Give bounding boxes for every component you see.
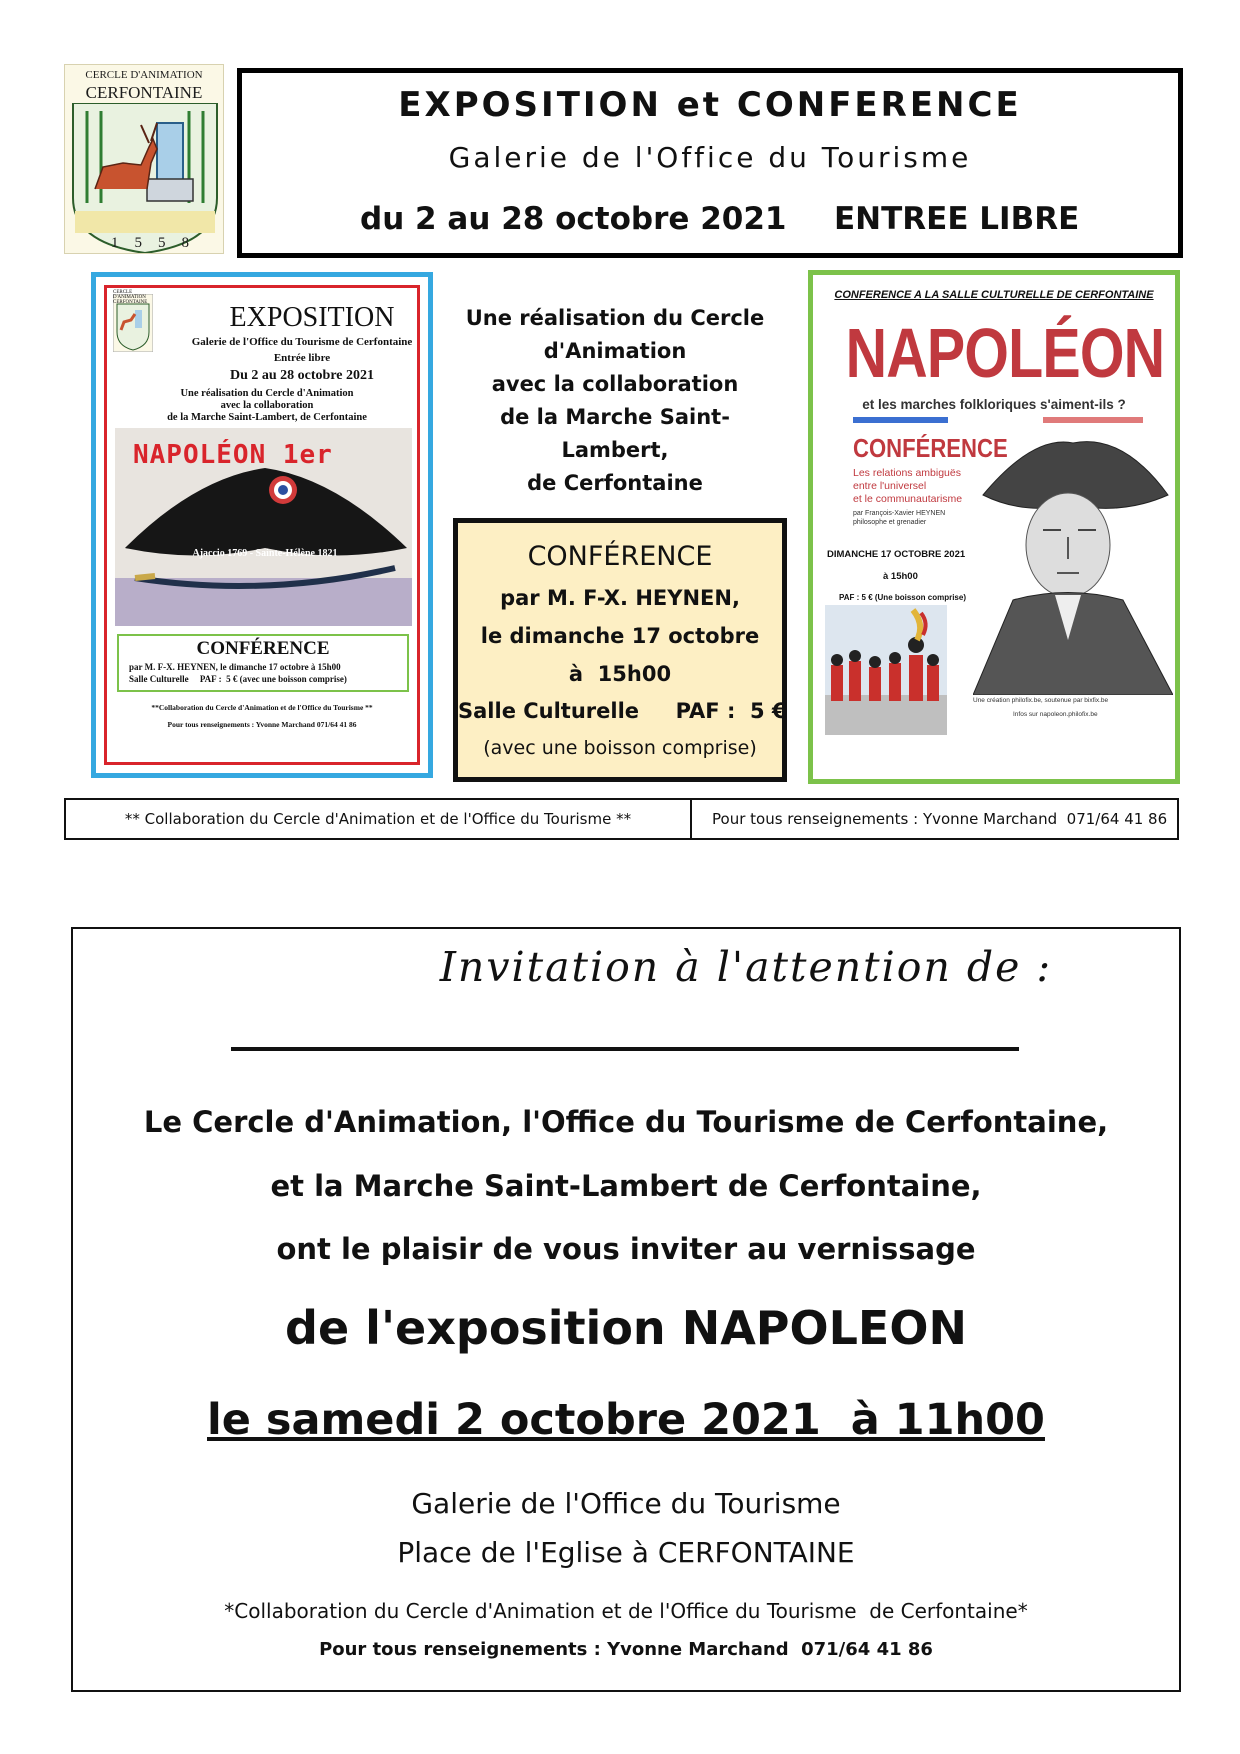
coat-of-arms-icon	[65, 103, 225, 253]
exhibition-poster-inner	[104, 285, 420, 765]
realisation-line: Une réalisation du Cercle	[465, 306, 765, 330]
poster-right-paf: PAF : 5 € (Une boisson comprise)	[839, 593, 966, 602]
realisation-line: de Cerfontaine	[527, 471, 703, 495]
invitation-exhibition: de l'exposition NAPOLEON	[285, 1301, 967, 1355]
invitation-date	[73, 1395, 1179, 1445]
header-title: EXPOSITION et CONFERENCE	[398, 85, 1022, 125]
header-entry: ENTREE LIBRE	[834, 201, 1080, 237]
poster-right-date: DIMANCHE 17 OCTOBRE 2021	[827, 549, 966, 560]
poster-right-conf: CONFÉRENCE	[853, 433, 1008, 463]
poster-left-conf-box	[117, 634, 409, 692]
poster-right-desc: Les relations ambiguës entre l'universel et le communautarisme	[853, 467, 963, 505]
poster-left-subtitle: Galerie de l'Office du Tourisme de Cerfontaine	[191, 336, 413, 348]
invitation-line3: ont le plaisir de vous inviter au vernissage	[276, 1232, 976, 1266]
marching-band-photo	[825, 605, 947, 735]
invitation-line1: Le Cercle d'Animation, l'Office du Tourisme de Cerfontaine,	[143, 1105, 1109, 1139]
conference-by: par M. F-X. HEYNEN,	[500, 586, 740, 610]
poster-right-top: CONFERENCE A LA SALLE CULTURELLE DE CERFONTAINE	[834, 289, 1154, 301]
poster-logo-text: CERCLE D'ANIMATION CERFONTAINE	[113, 290, 148, 305]
conference-venue: Salle Culturelle PAF : 5 €	[458, 699, 787, 723]
header-subtitle: Galerie de l'Office du Tourisme	[448, 141, 972, 174]
logo-line1: CERCLE D'ANIMATION	[85, 69, 203, 81]
poster-left-entry: Entrée libre	[273, 352, 331, 364]
realisation-line: de la Marche Saint-Lambert,	[500, 405, 730, 462]
contact-strip	[64, 798, 1179, 840]
invitation-date-text: le samedi 2 octobre 2021 à 11h00	[207, 1395, 1045, 1445]
conference-title: CONFÉRENCE	[527, 541, 713, 572]
poster-right-info: Infos sur napoleon.philofix.be	[1013, 711, 1098, 718]
event-header-box	[237, 68, 1183, 258]
invitee-name-line	[231, 1047, 1019, 1051]
conference-box	[453, 518, 787, 782]
logo-digits: 1558	[111, 235, 205, 251]
conference-time: à 15h00	[568, 662, 672, 686]
collaboration-text: ** Collaboration du Cercle d'Animation et de l'Office du Tourisme **	[124, 810, 632, 828]
poster-left-title: EXPOSITION	[229, 302, 395, 333]
realisation-line: avec la collaboration	[491, 372, 739, 396]
exhibition-poster	[91, 272, 433, 778]
conference-poster	[808, 270, 1180, 784]
invitation-collaboration: *Collaboration du Cercle d'Animation et de l'Office du Tourisme de Cerfontaine*	[224, 1599, 1028, 1623]
invitation-address: Place de l'Eglise à CERFONTAINE	[397, 1536, 855, 1569]
flag-red-bar	[1043, 417, 1143, 423]
poster-left-conf-line1: par M. F-X. HEYNEN, le dimanche 17 octobre à 15h00	[129, 662, 341, 672]
napoleon-portrait-icon	[973, 425, 1173, 695]
poster-right-question: et les marches folkloriques s'aiment-ils ?	[862, 397, 1126, 412]
flag-blue-bar	[853, 417, 948, 423]
poster-left-footer2: Pour tous renseignements : Yvonne Marchand 071/64 41 86	[167, 720, 357, 729]
poster-left-caption: Ajaccio 1769 - Sainte-Hélène 1821	[192, 548, 338, 559]
marching-band-icon	[825, 605, 947, 735]
conference-note: (avec une boisson comprise)	[483, 737, 757, 759]
napoleon-hat-photo	[115, 428, 412, 626]
poster-right-author: par François-Xavier HEYNEN philosophe et grenadier	[853, 510, 946, 526]
invitation-title: Invitation à l'attention de :	[439, 943, 1053, 991]
contact-info: Pour tous renseignements : Yvonne Marchand 071/64 41 86	[712, 810, 1168, 828]
poster-left-conf-line2: Salle Culturelle PAF : 5 € (avec une boisson comprise)	[129, 674, 347, 684]
poster-left-conf-title: CONFÉRENCE	[196, 638, 330, 659]
conference-date: le dimanche 17 octobre	[480, 624, 760, 648]
invitation-box	[71, 927, 1181, 1692]
poster-left-footer1: **Collaboration du Cercle d'Animation et de l'Office du Tourisme **	[151, 703, 373, 712]
poster-left-dates: Du 2 au 28 octobre 2021	[229, 368, 375, 383]
contact-strip-left	[66, 800, 692, 838]
realisation-line: d'Animation	[543, 339, 687, 363]
invitation-line2: et la Marche Saint-Lambert de Cerfontaine,	[270, 1169, 982, 1203]
header-dates: du 2 au 28 octobre 2021	[360, 201, 787, 237]
realisation-text	[450, 302, 780, 500]
poster-right-credit: Une création philofix.be, soutenue par bixfix.be	[973, 697, 1109, 704]
invitation-contact: Pour tous renseignements : Yvonne Marchand 071/64 41 86	[319, 1639, 933, 1660]
poster-left-headline: NAPOLÉON 1er	[133, 440, 333, 470]
poster-right-title: NAPOLÉON	[845, 314, 1165, 392]
poster-right-time: à 15h00	[883, 571, 918, 582]
cercle-logo	[64, 64, 224, 254]
invitation-venue: Galerie de l'Office du Tourisme	[411, 1487, 841, 1520]
poster-left-credit: Une réalisation du Cercle d'Animation avec la collaboration de la Marche Saint-Lambert, de Cerfontaine	[167, 388, 367, 423]
logo-line2: CERFONTAINE	[85, 83, 203, 102]
